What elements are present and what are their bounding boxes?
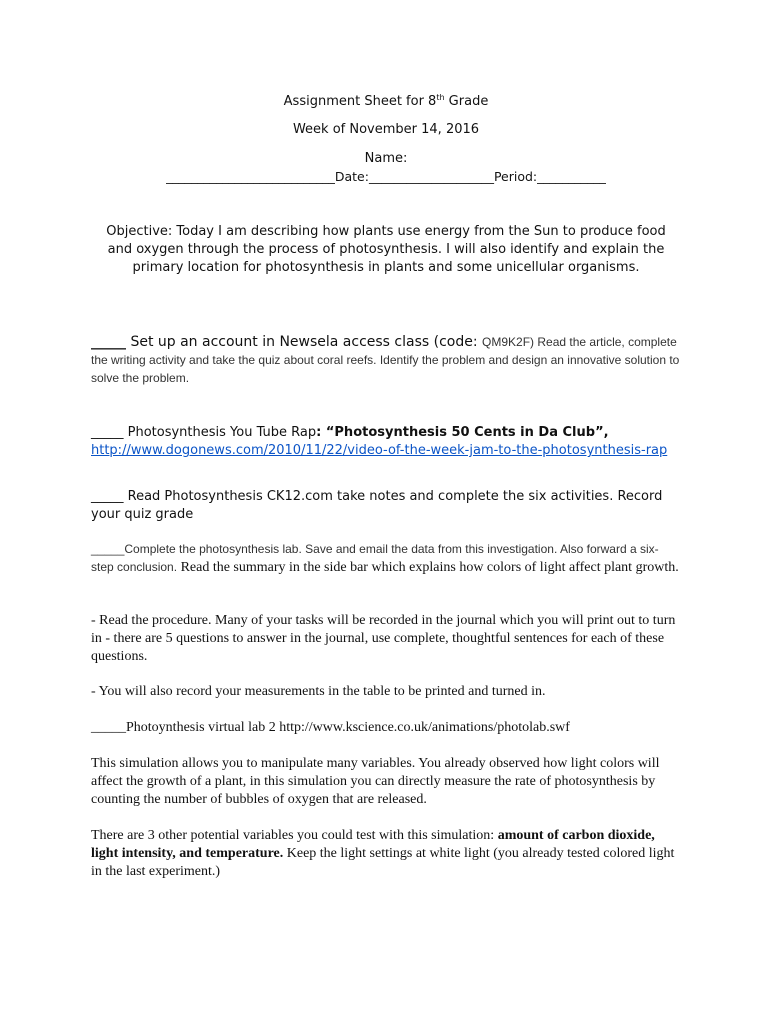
variables-paragraph bbox=[91, 827, 681, 881]
task-newsela-lead: Set up an account in Newsela access class (code: bbox=[126, 334, 483, 350]
task-blank: _____ bbox=[91, 334, 126, 350]
title-superscript: th bbox=[436, 93, 445, 102]
task-lab bbox=[91, 540, 681, 577]
task-lab-instructions: _____Complete the photosynthesis lab. Save and email the data from this investigation. Also forward a six-step conclusion. bbox=[91, 542, 659, 574]
title-text-end: Grade bbox=[444, 94, 489, 109]
objective-paragraph: Objective: Today I am describing how plants use energy from the Sun to produce food and oxygen through the process of photosynthesis. I will also identify and explain the primary location for photosynthesis in plants and some unicellular organisms. bbox=[106, 224, 666, 275]
simulation-paragraph: This simulation allows you to manipulate many variables. You already observed how light colors will affect the growth of a plant, in this simulation you can directly measure the rate of photosynthesis by counting the number of bubbles of oxygen that are released. bbox=[91, 756, 660, 807]
name-date-period-blanks: ___________________________Date:____________________Period:___________ bbox=[166, 169, 606, 184]
week-line: Week of November 14, 2016 bbox=[292, 122, 480, 137]
task-newsela bbox=[91, 333, 681, 387]
title-text: Assignment Sheet for 8 bbox=[283, 94, 437, 109]
task-rap-lead: _____ Photosynthesis You Tube Rap bbox=[91, 425, 317, 440]
variables-lead: There are 3 other potential variables you could test with this simulation: bbox=[91, 828, 498, 843]
variables-list: amount of carbon dioxide, light intensity, and temperature. bbox=[91, 828, 655, 861]
procedure-paragraph: - Read the procedure. Many of your tasks will be recorded in the journal which you will print out to turn in - there are 5 questions to answer in the journal, use complete, thoughtful sentences for each of these questions. bbox=[91, 613, 676, 664]
measurements-paragraph: - You will also record your measurements in the table to be printed and turned in. bbox=[91, 684, 546, 699]
task-ck12: _____ Read Photosynthesis CK12.com take notes and complete the six activities. Record your quiz grade bbox=[91, 489, 663, 522]
variables-rest: Keep the light settings at white light (you already tested colored light in the last experiment.) bbox=[91, 846, 675, 879]
task-lab-summary-note: Read the summary in the side bar which explains how colors of light affect plant growth. bbox=[177, 560, 679, 575]
task-rap-title: : “Photosynthesis 50 Cents in Da Club”, bbox=[316, 425, 609, 440]
task-newsela-details: QM9K2F) Read the article, complete the writing activity and take the quiz about coral reefs. Identify the problem and design an innovative solution to solve the problem. bbox=[91, 335, 680, 385]
virtual-lab-line: _____Photoynthesis virtual lab 2 http://www.kscience.co.uk/animations/photolab.swf bbox=[91, 720, 570, 735]
page-title bbox=[91, 93, 681, 111]
name-label: Name: bbox=[364, 151, 408, 166]
task-rap bbox=[91, 424, 681, 460]
rap-video-link[interactable]: http://www.dogonews.com/2010/11/22/video-of-the-week-jam-to-the-photosynthesis-rap bbox=[91, 443, 668, 458]
